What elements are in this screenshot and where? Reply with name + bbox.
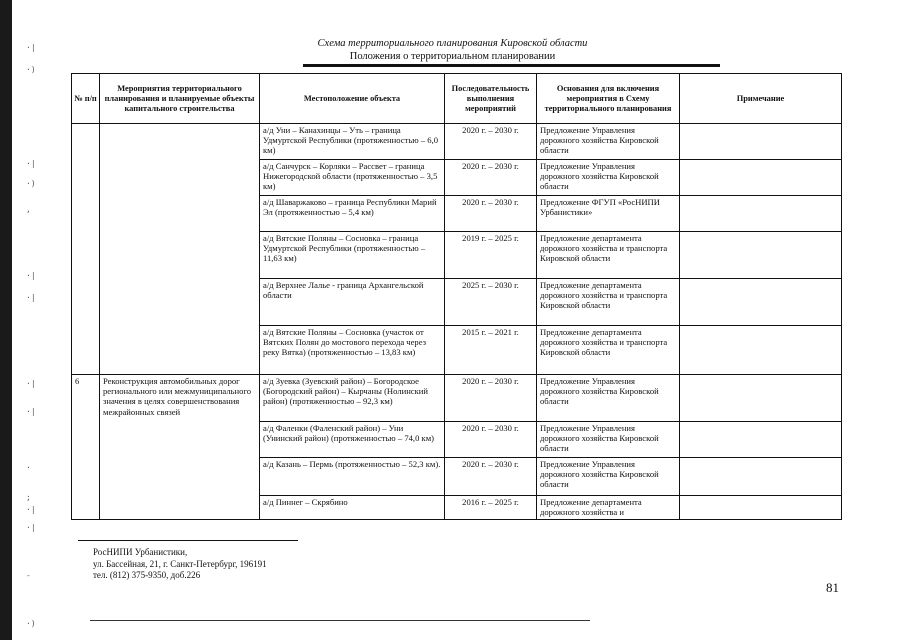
cell-note [680, 124, 842, 160]
cell-period: 2019 г. – 2025 г. [445, 232, 537, 279]
cell-location: а/д Уни – Канахинцы – Уть – граница Удмуртской Республики (протяженностью – 6,0 км) [260, 124, 445, 160]
table-header-row [72, 74, 842, 124]
scan-margin-marks: ·| ·) ·| ·) , ·| ·| ·| ·| · ; ·| ·| - ·) [26, 43, 36, 628]
cell-period: 2020 г. – 2030 г. [445, 160, 537, 196]
cell-note [680, 458, 842, 496]
cell-basis: Предложение департамента дорожного хозяйства и транспорта Кировской области [537, 326, 680, 375]
cell-location: а/д Казань – Пермь (протяженностью – 52,3 км). [260, 458, 445, 496]
cell-period: 2015 г. – 2021 г. [445, 326, 537, 375]
cell-basis: Предложение Управления дорожного хозяйства Кировской области [537, 124, 680, 160]
cell-period: 2020 г. – 2030 г. [445, 124, 537, 160]
footer-phone: тел. (812) 375-9350, доб.226 [93, 570, 201, 580]
footer-rule [78, 540, 298, 541]
document-title: Схема территориального планирования Кировской области [317, 38, 588, 49]
table-row [72, 375, 842, 422]
cell-location: а/д Вятские Поляны – Сосновка (участок от Вятских Полян до мостового перехода через реку Вятка) (протяженностью – 13,83 км) [260, 326, 445, 375]
cell-note [680, 196, 842, 232]
cell-basis: Предложение департамента дорожного хозяйства и транспорта Кировской области [537, 279, 680, 326]
cell-location: а/д Верхнее Лалье - граница Архангельской области [260, 279, 445, 326]
cell-period: 2020 г. – 2030 г. [445, 375, 537, 422]
document-subtitle: Положения о территориальном планировании [349, 51, 556, 62]
cell-location: а/д Вятские Поляны – Сосновка – граница Удмуртской Республики (протяженностью – 11,63 км) [260, 232, 445, 279]
cell-activity: Реконструкция автомобильных дорог регионального или межмуниципального значения в целях совершенствования межрайонных связей [100, 375, 260, 520]
measures-table [71, 73, 842, 520]
cell-location: а/д Зуевка (Зуевский район) – Богородское (Богородский район) – Кырчаны (Нолинский район) (протяженностью – 92,3 км) [260, 375, 445, 422]
cell-activity [100, 124, 260, 375]
col-header-note: Примечание [680, 74, 842, 124]
cell-basis: Предложение Управления дорожного хозяйства Кировской области [537, 160, 680, 196]
table-row [72, 124, 842, 160]
cell-period: 2020 г. – 2030 г. [445, 422, 537, 458]
page-number: 81 [826, 580, 839, 595]
cell-location: а/д Фаленки (Фаленский район) – Уни (Унинский район) (протяженностью – 74,0 км) [260, 422, 445, 458]
footer-org: РосНИПИ Урбанистики, [93, 547, 188, 557]
cell-basis: Предложение ФГУП «РосНИПИ Урбанистики» [537, 196, 680, 232]
header-rule [303, 64, 720, 67]
cell-note [680, 279, 842, 326]
scan-edge-bar [0, 0, 12, 640]
col-header-activity: Мероприятия территориального планирования и планируемые объекты капитального строительства [100, 74, 260, 124]
cell-basis: Предложение Управления дорожного хозяйства Кировской области [537, 458, 680, 496]
bottom-rule [90, 620, 590, 621]
cell-note [680, 326, 842, 375]
cell-number [72, 124, 100, 375]
footer-address [93, 547, 267, 582]
cell-note [680, 496, 842, 520]
cell-basis: Предложение Управления дорожного хозяйства Кировской области [537, 375, 680, 422]
cell-note [680, 160, 842, 196]
cell-note [680, 375, 842, 422]
cell-period: 2020 г. – 2030 г. [445, 196, 537, 232]
col-header-location: Местоположение объекта [260, 74, 445, 124]
col-header-basis: Основания для включения мероприятия в Схему территориального планирования [537, 74, 680, 124]
cell-period: 2016 г. – 2025 г. [445, 496, 537, 520]
cell-basis: Предложение департамента дорожного хозяйства и транспорта Кировской области [537, 232, 680, 279]
cell-basis: Предложение Управления дорожного хозяйства Кировской области [537, 422, 680, 458]
cell-number: 6 [72, 375, 100, 520]
cell-period: 2025 г. – 2030 г. [445, 279, 537, 326]
cell-note [680, 422, 842, 458]
col-header-sequence: Последовательность выполнения мероприятий [445, 74, 537, 124]
footer-street: ул. Бассейная, 21, г. Санкт-Петербург, 196191 [93, 558, 267, 569]
cell-location: а/д Санчурск – Корляки – Рассвет – граница Нижегородской области (протяженностью – 3,5 км) [260, 160, 445, 196]
cell-location: а/д Шаваржаково – граница Республики Марий Эл (протяженностью – 5,4 км) [260, 196, 445, 232]
cell-location: а/д Пиннег – Скрябино [260, 496, 445, 520]
cell-period: 2020 г. – 2030 г. [445, 458, 537, 496]
cell-note [680, 232, 842, 279]
col-header-number: № п/п [72, 74, 100, 124]
cell-basis: Предложение департамента дорожного хозяйства и [537, 496, 680, 520]
